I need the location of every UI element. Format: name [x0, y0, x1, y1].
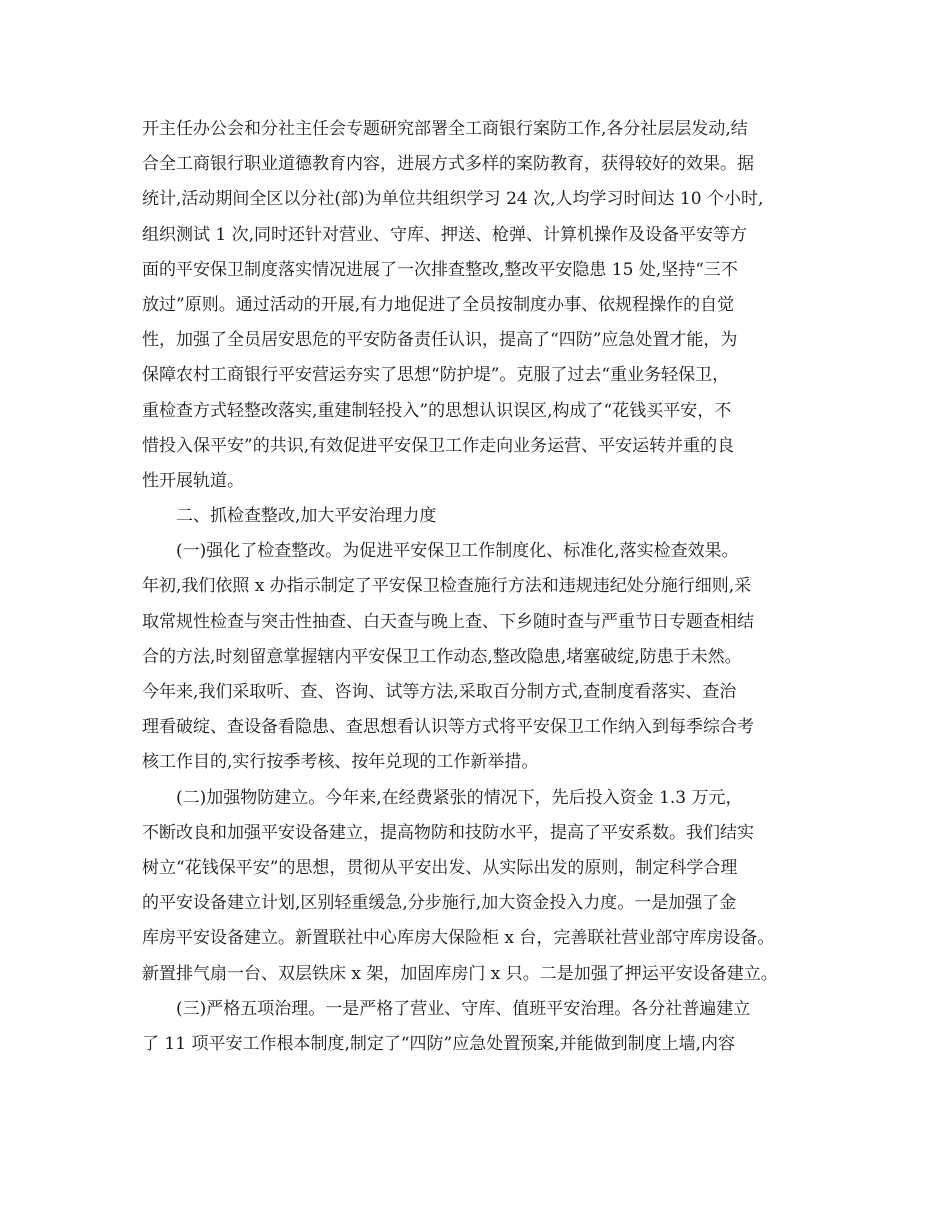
text-line: 取常规性检查与突击性抽查、白天查与晚上查、下乡随时查与严重节日专题查相结: [142, 611, 754, 632]
text-line: 放过”原则。通过活动的开展,有力地促进了全员按制度办事、依规程操作的自觉: [142, 294, 735, 315]
text-line: 树立“花钱保平安”的思想，贯彻从平安出发、从实际出发的原则，制定科学合理: [142, 857, 738, 878]
paragraph-first-line: (一)强化了检查整改。为促进平安保卫工作制度化、标准化,落实检查效果。: [176, 541, 739, 562]
paragraph-first-line: 二、抓检查整改,加大平安治理力度: [176, 506, 437, 527]
text-line: 合全工商银行职业道德教育内容，进展方式多样的案防教育，获得较好的效果。据: [142, 154, 754, 175]
text-line: 开主任办公会和分社主任会专题研究部署全工商银行案防工作,各分社层层发动,结: [142, 119, 748, 139]
text-line: 重检查方式轻整改落实,重建制轻投入”的思想认识误区,构成了“花钱买平安，不: [142, 400, 732, 421]
paragraph-first-line: (三)严格五项治理。一是严格了营业、守库、值班平安治理。各分社普遍建立: [176, 998, 751, 1019]
text-line: 惜投入保平安”的共识,有效促进平安保卫工作走向业务运营、平安运转并重的良: [142, 435, 735, 456]
text-line: 核工作目的,实行按季考核、按年兑现的工作新举措。: [142, 752, 539, 773]
text-line: 新置排气扇一台、双层铁床 x 架，加固库房门 x 只。二是加强了押运平安设备建立。: [142, 963, 778, 984]
text-line: 库房平安设备建立。新置联社中心库房大保险柜 x 台，完善联社营业部守库房设备。: [142, 928, 775, 949]
document-body: [142, 112, 824, 1062]
text-line: 性开展轨道。: [142, 470, 244, 491]
text-line: 理看破绽、查设备看隐患、查思想看认识等方式将平安保卫工作纳入到每季综合考: [142, 717, 754, 738]
text-line: 合的方法,时刻留意掌握辖内平安保卫工作动态,整改隐患,堵塞破绽,防患于未然。: [142, 646, 742, 667]
paragraph-first-line: (二)加强物防建立。今年来,在经费紧张的情况下，先后投入资金 1.3 万元，: [176, 787, 743, 808]
text-line: 的平安设备建立计划,区别轻重缓急,分步施行,加大资金投入力度。一是加强了金: [142, 893, 737, 914]
text-line: 年初,我们依照 x 办指示制定了平安保卫检查施行方法和违规违纪处分施行细则,采: [142, 576, 752, 597]
text-line: 不断改良和加强平安设备建立，提高物防和技防水平，提高了平安系数。我们结实: [142, 822, 754, 843]
text-line: 面的平安保卫制度落实情况进展了一次排查整改,整改平安隐患 15 处,坚持“三不: [142, 259, 738, 280]
text-line: 了 11 项平安工作根本制度,制定了“四防”应急处置预案,并能做到制度上墙,内容: [142, 1033, 736, 1054]
text-line: 今年来,我们采取听、查、咨询、试等方法,采取百分制方式,查制度看落实、查治: [142, 682, 737, 702]
text-line: 组织测试 1 次,同时还针对营业、守库、押送、枪弹、计算机操作及设备平安等方: [142, 224, 748, 245]
text-line: 性，加强了全员居安思危的平安防备责任认识，提高了“四防”应急处置才能，为: [142, 330, 738, 351]
text-line: 保障农村工商银行平安营运夯实了思想“防护堤”。克服了过去“重业务轻保卫，: [142, 365, 730, 386]
text-line: 统计,活动期间全区以分社(部)为单位共组织学习 24 次,人均学习时间达 10 个小时,: [142, 189, 764, 210]
